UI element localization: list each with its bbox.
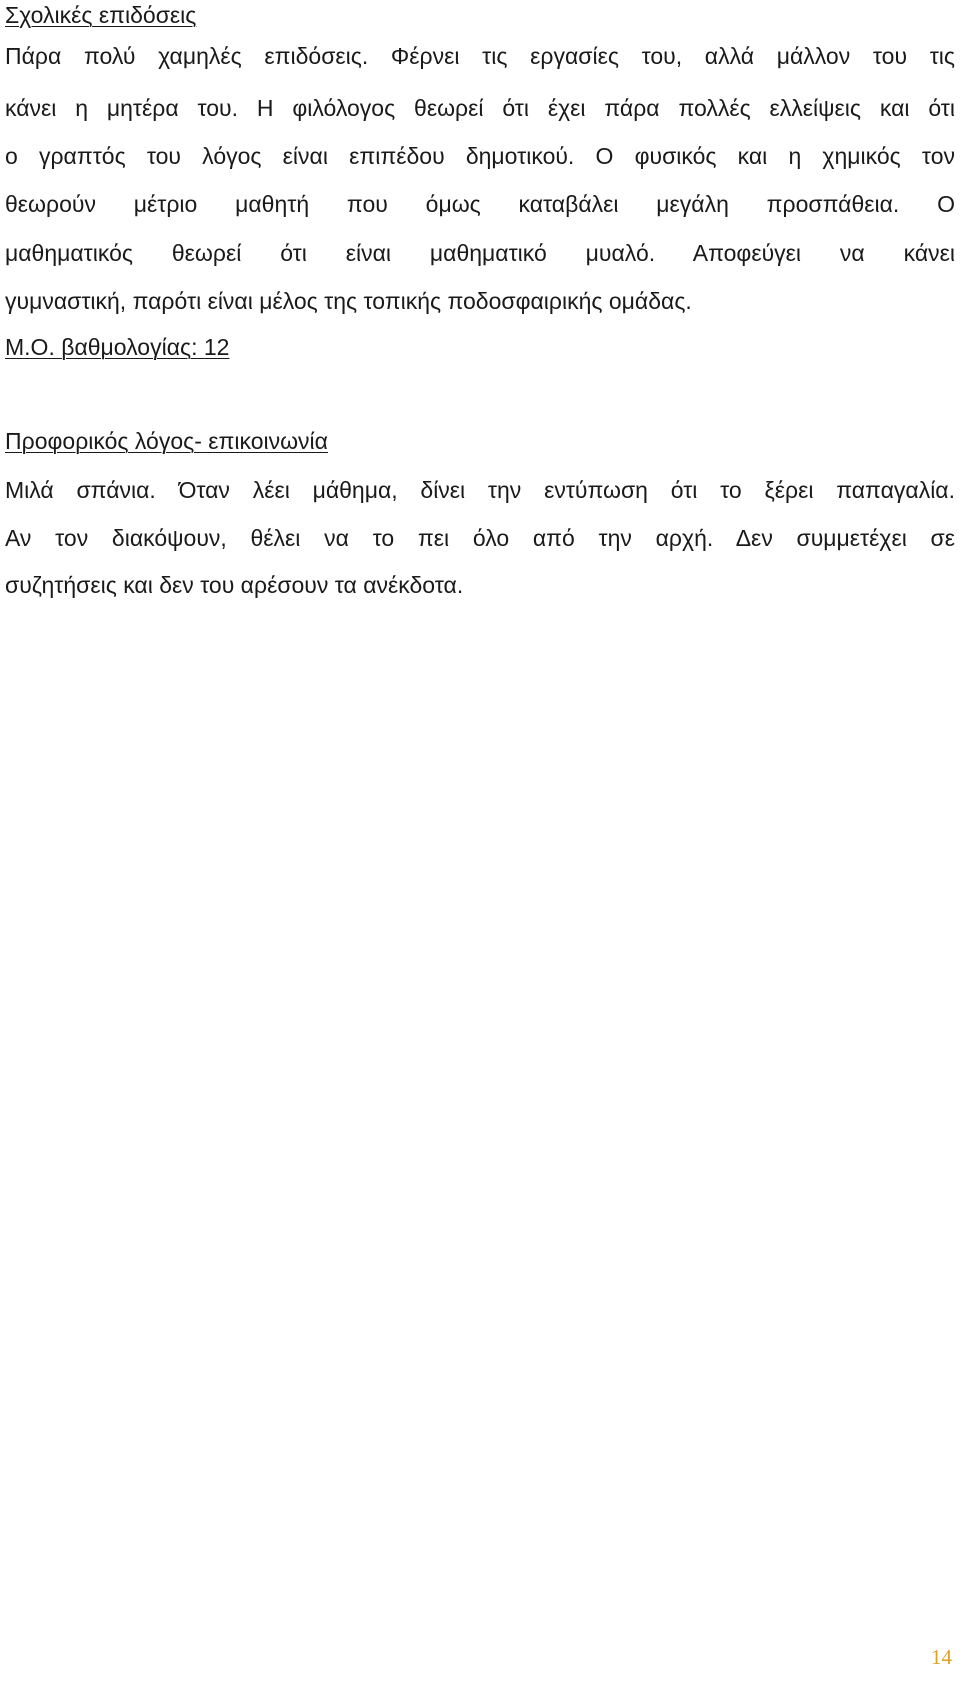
average-score: Μ.Ο. βαθμολογίας: 12: [5, 334, 230, 360]
paragraph-line: κάνει η μητέρα του. Η φιλόλογος θεωρεί ότι έχει πάρα πολλές ελλείψεις και ότι: [5, 95, 955, 121]
paragraph-line: Μιλά σπάνια. Όταν λέει μάθημα, δίνει την εντύπωση ότι το ξέρει παπαγαλία.: [5, 477, 955, 503]
paragraph-line: μαθηματικός θεωρεί ότι είναι μαθηματικό μυαλό. Αποφεύγει να κάνει: [5, 240, 955, 266]
paragraph-line: γυμναστική, παρότι είναι μέλος της τοπικής ποδοσφαιρικής ομάδας.: [5, 288, 692, 314]
section-heading-school-performance: Σχολικές επιδόσεις: [5, 2, 197, 28]
page-number: 14: [931, 1645, 952, 1669]
paragraph-line: θεωρούν μέτριο μαθητή που όμως καταβάλει μεγάλη προσπάθεια. Ο: [5, 191, 955, 217]
section-heading-oral-communication: Προφορικός λόγος- επικοινωνία: [5, 428, 328, 454]
paragraph-line: ο γραπτός του λόγος είναι επιπέδου δημοτικού. Ο φυσικός και η χημικός τον: [5, 143, 955, 169]
paragraph-line: Αν τον διακόψουν, θέλει να το πει όλο από την αρχή. Δεν συμμετέχει σε: [5, 525, 955, 551]
paragraph-line: συζητήσεις και δεν του αρέσουν τα ανέκδοτα.: [5, 572, 464, 598]
paragraph-line: Πάρα πολύ χαμηλές επιδόσεις. Φέρνει τις εργασίες του, αλλά μάλλον του τις: [5, 43, 955, 69]
